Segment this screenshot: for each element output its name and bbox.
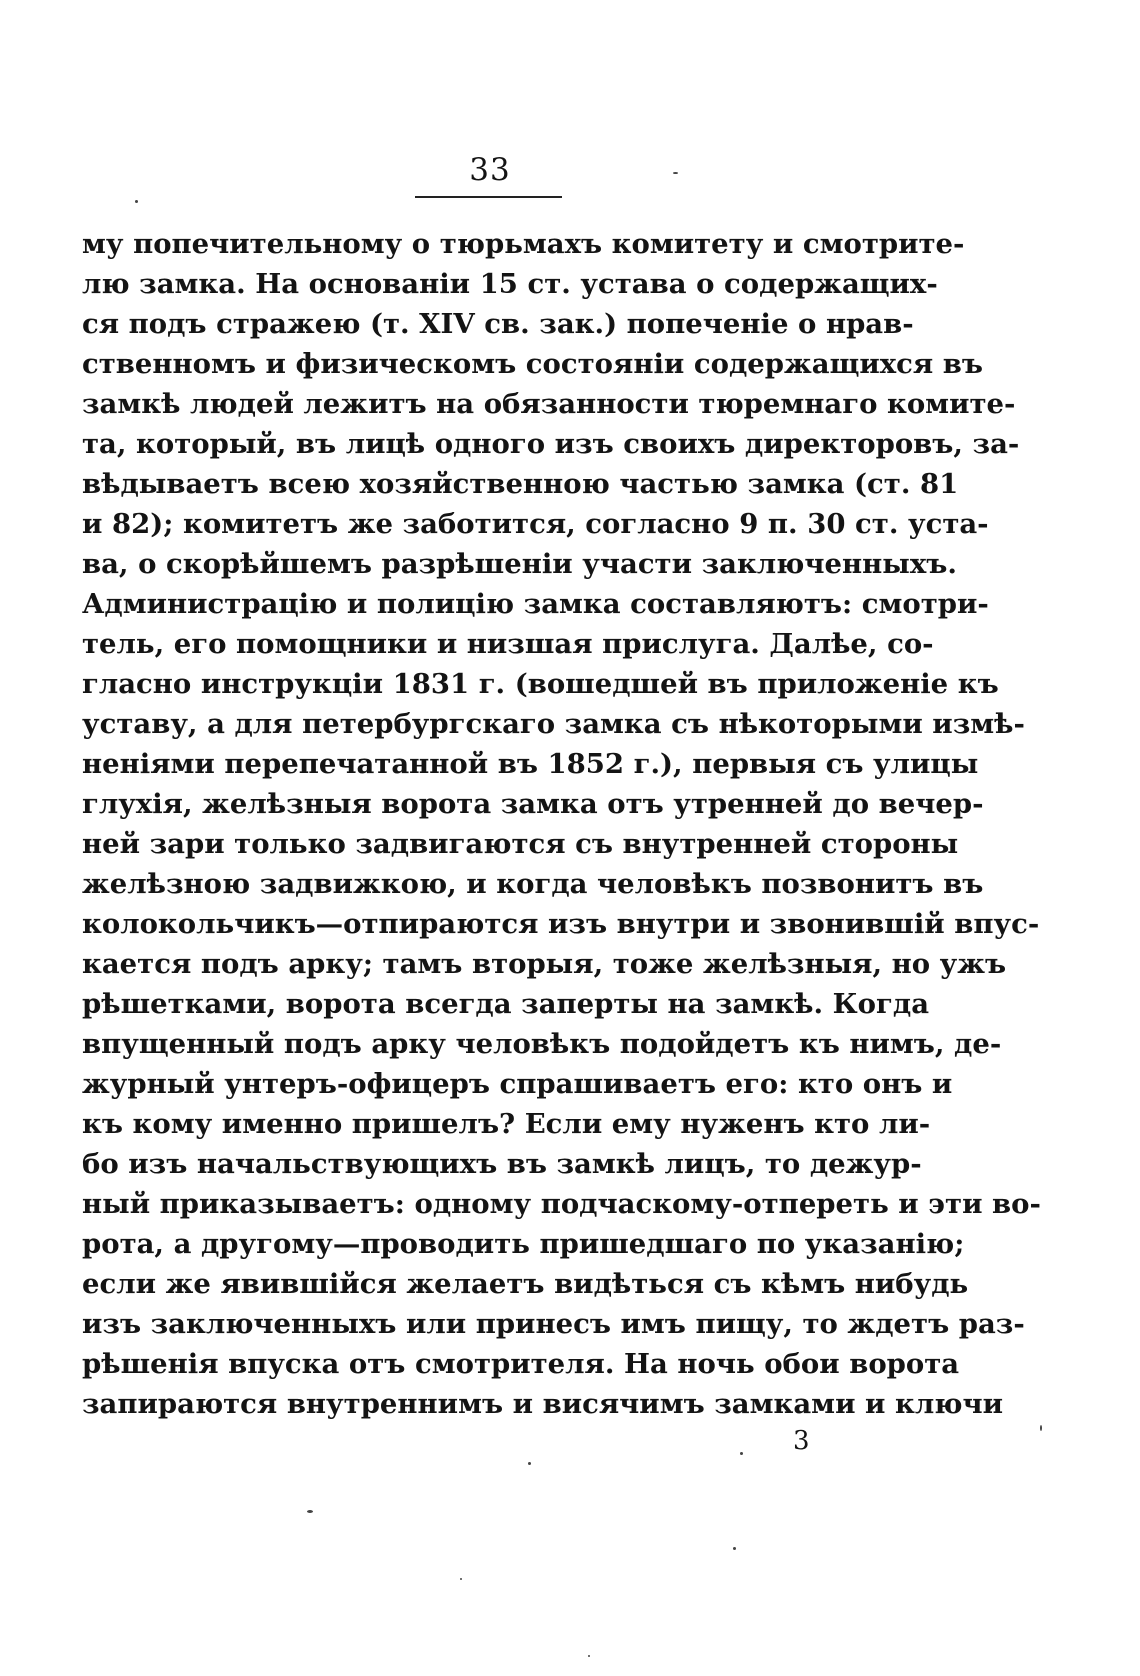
text-line: ный приказываетъ: одному подчаскому-отпереть и эти во- (82, 1188, 1041, 1220)
text-line: изъ заключенныхъ или принесъ имъ пищу, то ждетъ раз- (82, 1308, 1025, 1340)
text-line: та, который, въ лицѣ одного изъ своихъ директоровъ, за- (82, 428, 1020, 460)
text-line: гласно инструкцiи 1831 г. (вошедшей въ приложенiе къ (82, 668, 999, 700)
text-line: ся подъ стражею (т. XIV св. зак.) попеченiе о нрав- (82, 308, 914, 340)
header-rule (415, 196, 562, 198)
text-line: ненiями перепечатанной въ 1852 г.), первыя съ улицы (82, 748, 979, 780)
scan-speck (588, 1655, 590, 1657)
text-line: замкѣ людей лежитъ на обязанности тюремнаго комите- (82, 388, 1016, 420)
text-line: ственномъ и физическомъ состоянiи содержащихся въ (82, 348, 983, 380)
scan-speck (733, 1547, 736, 1550)
text-line: вѣдываетъ всею хозяйственною частью замка (ст. 81 (82, 468, 959, 500)
text-line: кается подъ арку; тамъ вторыя, тоже желѣзныя, но ужъ (82, 948, 1007, 980)
text-line: му попечительному о тюрьмахъ комитету и смотрите- (82, 228, 965, 260)
scan-speck (307, 1510, 313, 1513)
text-line: ва, о скорѣйшемъ разрѣшенiи участи заключенныхъ. (82, 548, 957, 580)
text-line: желѣзною задвижкою, и когда человѣкъ позвонитъ въ (82, 868, 984, 900)
text-line: глухiя, желѣзныя ворота замка отъ утренней до вечер- (82, 788, 984, 820)
text-line: впущенный подъ арку человѣкъ подойдетъ къ нимъ, де- (82, 1028, 1002, 1060)
scan-speck (673, 172, 678, 174)
text-line: и 82); комитетъ же заботится, согласно 9 п. 30 ст. уста- (82, 508, 989, 540)
text-line: журный унтеръ-офицеръ спрашиваетъ его: кто онъ и (82, 1068, 953, 1100)
signature-mark: 3 (793, 1426, 810, 1456)
text-line: лю замка. На основанiи 15 ст. устава о содержащих- (82, 268, 938, 300)
text-line: рѣшетками, ворота всегда заперты на замкѣ. Когда (82, 988, 930, 1020)
text-line: если же явившiйся желаетъ видѣться съ кѣмъ нибудь (82, 1268, 969, 1300)
page-number: 33 (469, 152, 511, 188)
scan-speck (135, 200, 138, 203)
scan-speck (460, 1578, 462, 1580)
text-line: запираются внутреннимъ и висячимъ замками и ключи (82, 1388, 1003, 1420)
text-line: рота, а другому—проводить пришедшаго по указанiю; (82, 1228, 965, 1260)
text-line: ней зари только задвигаются съ внутренней стороны (82, 828, 959, 860)
text-line: уставу, а для петербургскаго замка съ нѣкоторыми измѣ- (82, 708, 1025, 740)
text-line: къ кому именно пришелъ? Если ему нуженъ кто ли- (82, 1108, 931, 1140)
scan-speck (740, 1452, 743, 1455)
text-line: бо изъ начальствующихъ въ замкѣ лицъ, то дежур- (82, 1148, 922, 1180)
text-line: Администрацiю и полицiю замка составляютъ: смотри- (82, 588, 989, 620)
scan-speck (528, 1462, 531, 1465)
text-line: тель, его помощники и низшая прислуга. Далѣе, со- (82, 628, 934, 660)
scan-speck (1040, 1425, 1042, 1431)
text-line: колокольчикъ—отпираются изъ внутри и звонившiй впус- (82, 908, 1040, 940)
text-line: рѣшенiя впуска отъ смотрителя. На ночь обои ворота (82, 1348, 960, 1380)
body-text (82, 224, 1041, 1424)
